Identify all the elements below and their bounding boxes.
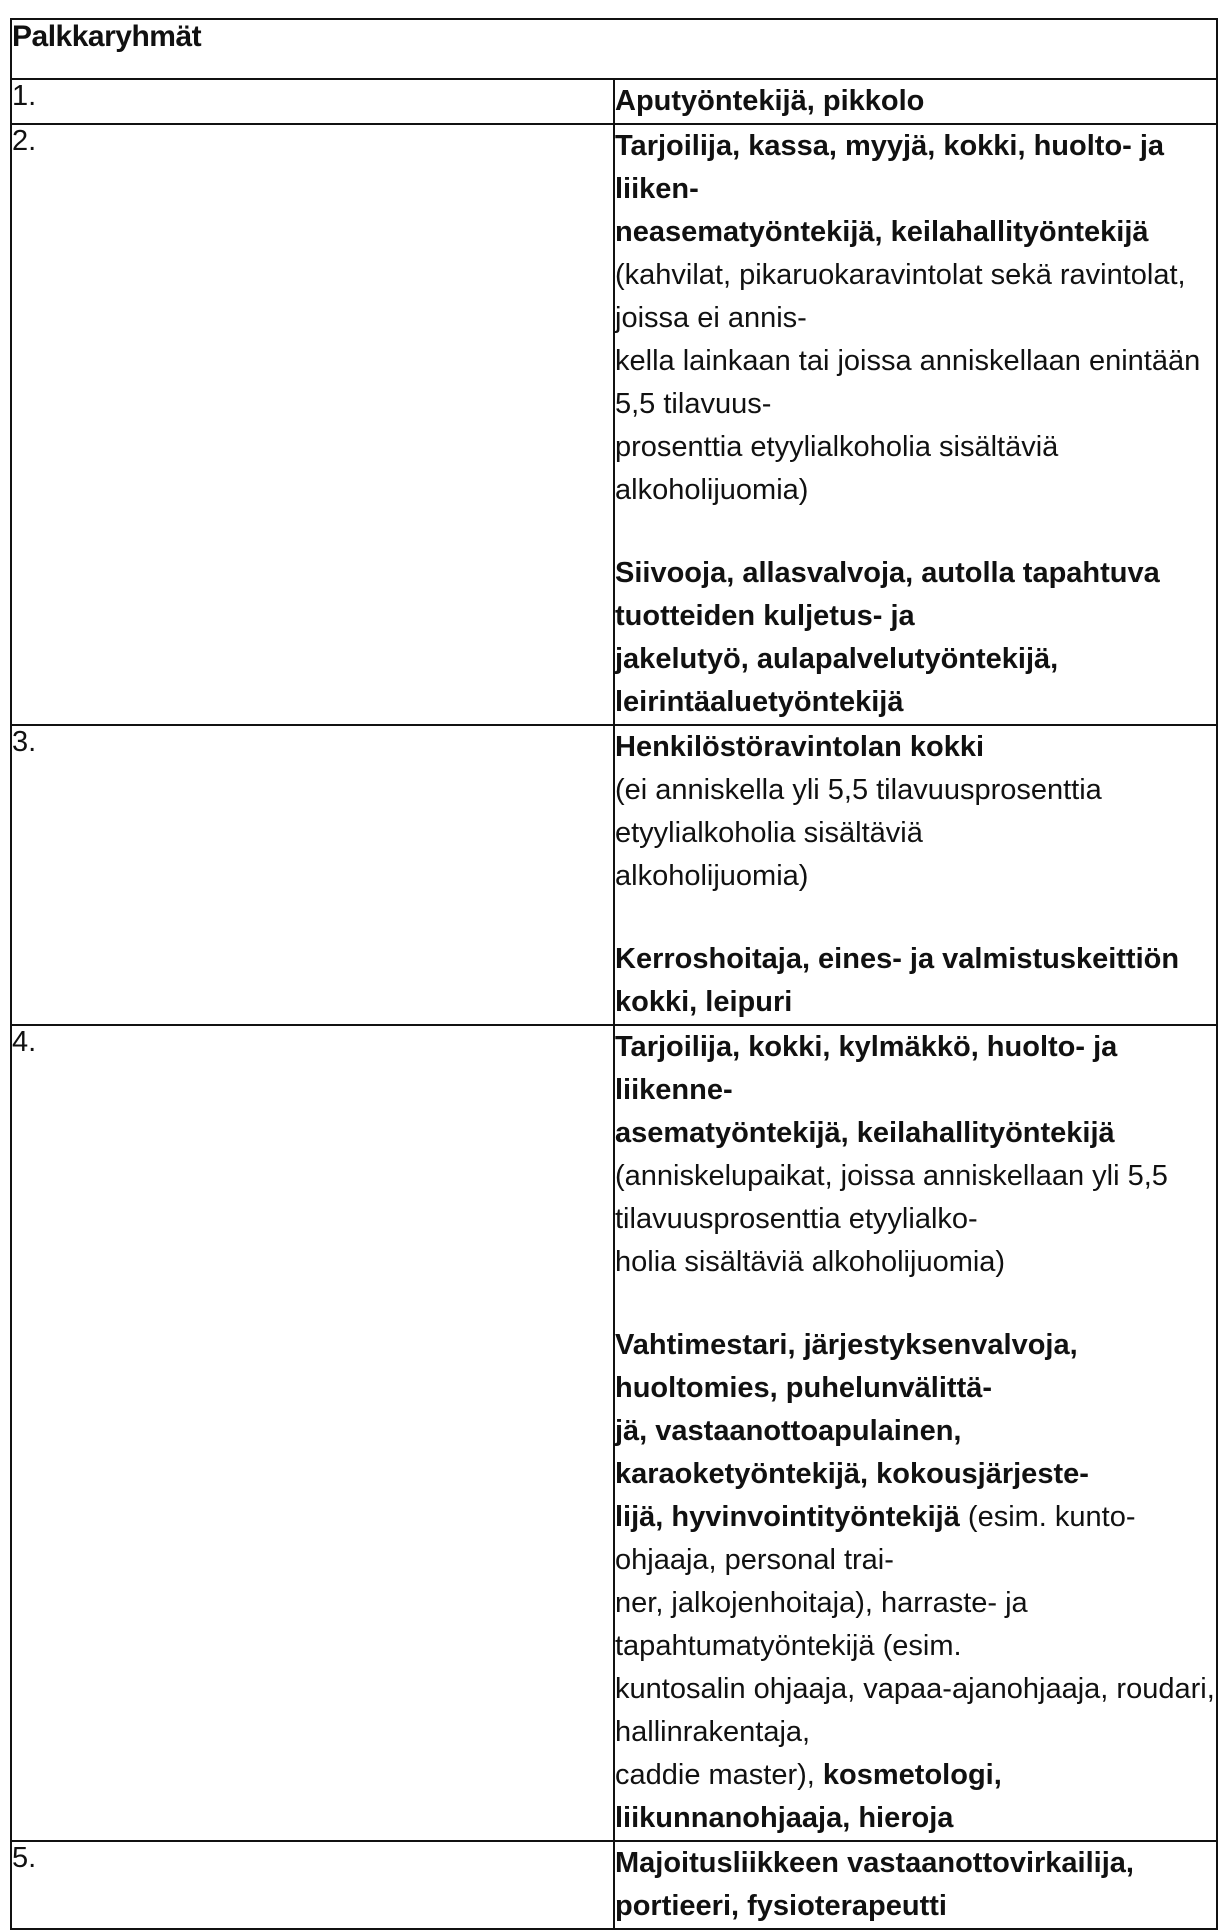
job-title-text: Henkilöstöravintolan kokki	[615, 731, 985, 763]
description-line	[615, 211, 1216, 254]
table-title: Palkkaryhmät	[11, 19, 1217, 79]
group-description	[614, 725, 1217, 1025]
group-number: 5.	[11, 1841, 614, 1929]
group-description	[614, 79, 1217, 124]
job-title-text: Vahtimestari, järjestyksenvalvoja, huoltomies, puhelunvälittä-	[615, 1329, 1078, 1404]
note-text: (esim. kunto-ohjaaja, personal trai-	[615, 1501, 1136, 1576]
note-text: (ei anniskella yli 5,5 tilavuusprosenttia etyylialkoholia sisältäviä	[615, 774, 1102, 849]
description-line	[615, 254, 1216, 340]
note-text: kella lainkaan tai joissa anniskellaan enintään 5,5 tilavuus-	[615, 345, 1201, 420]
group-number: 3.	[11, 725, 614, 1025]
description-line	[615, 1026, 1216, 1112]
note-text: kuntosalin ohjaaja, vapaa-ajanohjaaja, roudari, hallinrakentaja,	[615, 1673, 1215, 1748]
job-title-text: Tarjoilija, kassa, myyjä, kokki, huolto- ja liiken-	[615, 130, 1165, 205]
group-number: 1.	[11, 79, 614, 124]
description-line	[615, 855, 1216, 898]
description-line	[615, 938, 1216, 1024]
note-text: (anniskelupaikat, joissa anniskellaan yli 5,5 tilavuusprosenttia etyylialko-	[615, 1160, 1168, 1235]
note-text: (kahvilat, pikaruokaravintolat sekä ravintolat, joissa ei annis-	[615, 259, 1186, 334]
description-line	[615, 638, 1216, 724]
job-title-text: lijä, hyvinvointityöntekijä	[615, 1501, 960, 1533]
table-header-row	[11, 19, 1217, 79]
description-line	[615, 1410, 1216, 1496]
paragraph-gap	[615, 512, 1216, 552]
paragraph-gap	[615, 1284, 1216, 1324]
note-text: ner, jalkojenhoitaja), harraste- ja tapahtumatyöntekijä (esim.	[615, 1587, 1028, 1662]
note-text: alkoholijuomia)	[615, 860, 809, 892]
table-row	[11, 1841, 1217, 1929]
table-row	[11, 124, 1217, 725]
job-title-text: Tarjoilija, kokki, kylmäkkö, huolto- ja liikenne-	[615, 1031, 1118, 1106]
table-body	[11, 79, 1217, 1929]
group-number: 4.	[11, 1025, 614, 1841]
note-text: caddie master),	[615, 1759, 823, 1791]
job-title-text: jä, vastaanottoapulainen, karaoketyöntekijä, kokousjärjeste-	[615, 1415, 1089, 1490]
paragraph-gap	[615, 898, 1216, 938]
description-line	[615, 125, 1216, 211]
description-line	[615, 1754, 1216, 1840]
description-line	[615, 552, 1216, 638]
description-line	[615, 726, 1216, 769]
job-title-text: Kerroshoitaja, eines- ja valmistuskeittiön kokki, leipuri	[615, 943, 1180, 1018]
description-line	[615, 340, 1216, 426]
description-line	[615, 1324, 1216, 1410]
group-description	[614, 1841, 1217, 1929]
description-line	[615, 426, 1216, 512]
description-line	[615, 1668, 1216, 1754]
description-line	[615, 1582, 1216, 1668]
description-line	[615, 769, 1216, 855]
description-line	[615, 1842, 1216, 1928]
pay-groups-table	[10, 18, 1218, 1930]
note-text: holia sisältäviä alkoholijuomia)	[615, 1246, 1006, 1278]
job-title-text: Aputyöntekijä, pikkolo	[615, 85, 925, 117]
group-description	[614, 124, 1217, 725]
job-title-text: Majoitusliikkeen vastaanottovirkailija, portieeri, fysioterapeutti	[615, 1847, 1134, 1922]
table-row	[11, 79, 1217, 124]
job-title-text: asematyöntekijä, keilahallityöntekijä	[615, 1117, 1115, 1149]
description-line	[615, 1241, 1216, 1284]
table-row	[11, 1025, 1217, 1841]
description-line	[615, 1496, 1216, 1582]
table-row	[11, 725, 1217, 1025]
group-description	[614, 1025, 1217, 1841]
description-line	[615, 80, 1216, 123]
note-text: prosenttia etyylialkoholia sisältäviä alkoholijuomia)	[615, 431, 1059, 506]
description-line	[615, 1155, 1216, 1241]
description-line	[615, 1112, 1216, 1155]
job-title-text: jakelutyö, aulapalvelutyöntekijä, leirintäaluetyöntekijä	[615, 643, 1059, 718]
group-number: 2.	[11, 124, 614, 725]
job-title-text: kosmetologi, liikunnanohjaaja, hieroja	[615, 1759, 1002, 1834]
job-title-text: neasematyöntekijä, keilahallityöntekijä	[615, 216, 1149, 248]
job-title-text: Siivooja, allasvalvoja, autolla tapahtuva tuotteiden kuljetus- ja	[615, 557, 1160, 632]
